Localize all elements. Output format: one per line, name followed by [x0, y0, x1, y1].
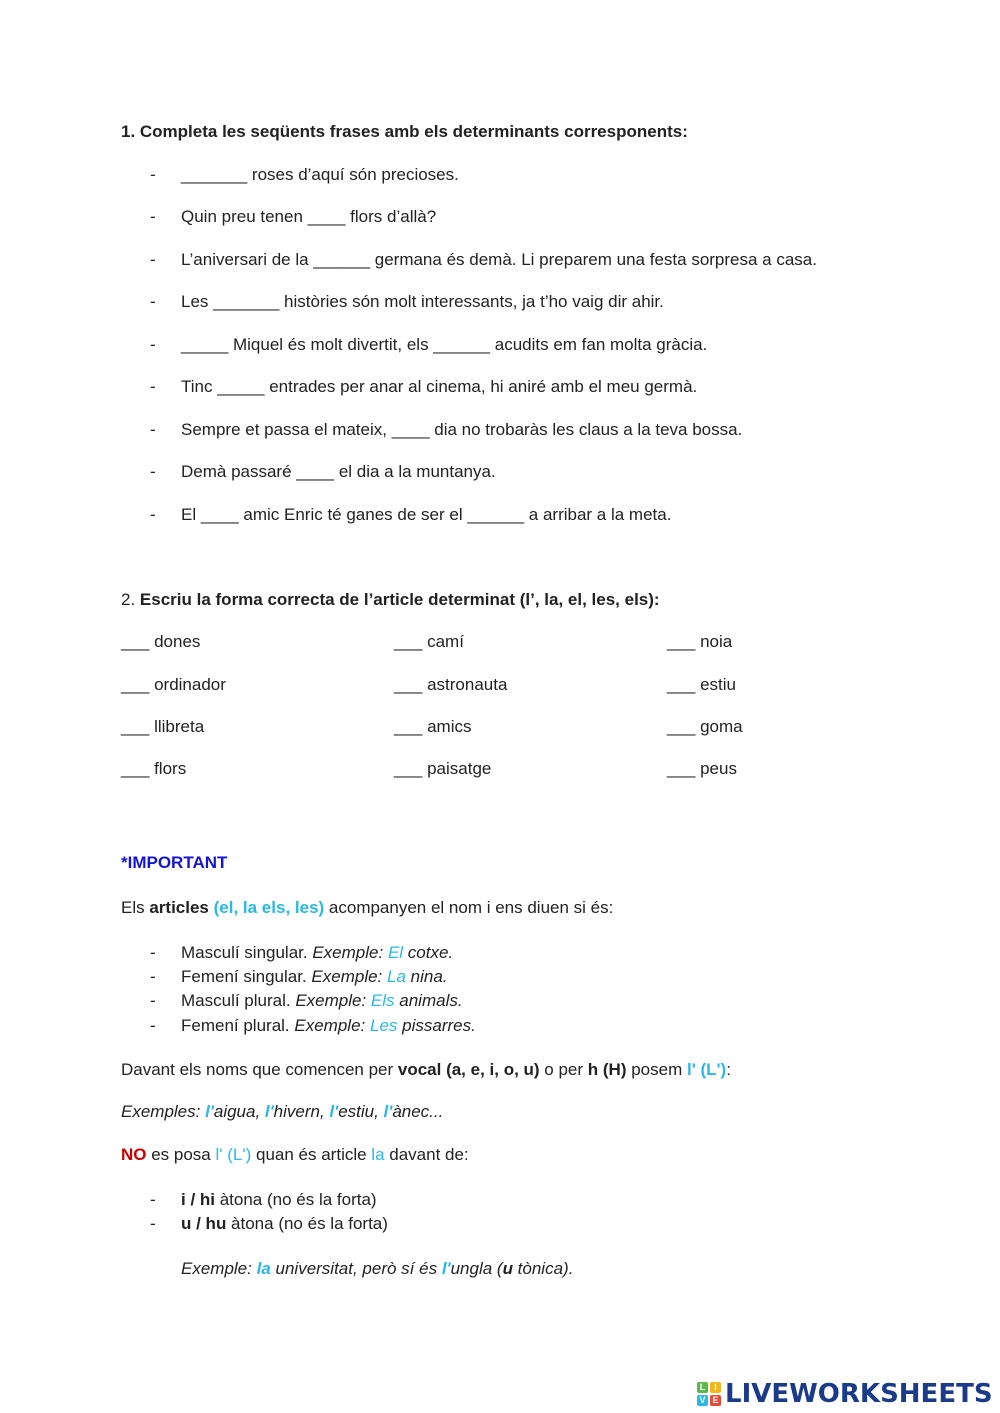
bullet-dash: -: [150, 943, 156, 962]
article-item: ___ astronauta: [394, 675, 508, 694]
final-example: Exemple: la universitat, però sí és l'ungla (u tònica).: [181, 1259, 574, 1278]
sentence-7: Sempre et passa el mateix, ____ dia no trobaràs les claus a la teva bossa.: [181, 420, 743, 439]
sentence-3: L’aniversari de la ______ germana és demà. Li preparem una festa sorpresa a casa.: [181, 250, 817, 269]
gender-item: Masculí plural. Exemple: Els animals.: [181, 991, 463, 1010]
bullet-dash: -: [150, 250, 156, 269]
articles-intro: Els articles (el, la els, les) acompanyen el nom i ens diuen si és:: [121, 898, 614, 917]
bullet-dash: -: [150, 207, 156, 226]
gender-item: Masculí singular. Exemple: El cotxe.: [181, 943, 454, 962]
article-item: ___ flors: [121, 759, 187, 778]
sentence-4: Les _______ històries són molt interessants, ja t’ho vaig dir ahir.: [181, 292, 664, 311]
article-item: ___ noia: [667, 632, 733, 651]
article-item: ___ amics: [394, 717, 472, 736]
bullet-dash: -: [150, 165, 156, 184]
bullet-dash: -: [150, 377, 156, 396]
important-heading: *IMPORTANT: [121, 853, 228, 872]
article-item: ___ ordinador: [121, 675, 226, 694]
gender-item: Femení singular. Exemple: La nina.: [181, 967, 448, 986]
bullet-dash: -: [150, 991, 156, 1010]
logo-text: LIVEWORKSHEETS: [725, 1379, 993, 1409]
bullet-dash: -: [150, 1214, 156, 1233]
bullet-dash: -: [150, 335, 156, 354]
article-item: ___ dones: [121, 632, 201, 651]
bullet-dash: -: [150, 967, 156, 986]
liveworksheets-logo: [697, 1378, 992, 1410]
vowel-rule: Davant els noms que comencen per vocal (a, e, i, o, u) o per h (H) posem l' (L'):: [121, 1060, 731, 1079]
bullet-dash: -: [150, 420, 156, 439]
exception-item: i / hi àtona (no és la forta): [181, 1190, 377, 1209]
bullet-dash: -: [150, 292, 156, 311]
article-item: ___ paisatge: [394, 759, 492, 778]
no-rule: NO es posa l' (L') quan és article la davant de:: [121, 1145, 469, 1164]
sentence-9: El ____ amic Enric té ganes de ser el ______ a arribar a la meta.: [181, 505, 672, 524]
sentence-8: Demà passaré ____ el dia a la muntanya.: [181, 462, 496, 481]
exercise-2-title: [121, 590, 660, 610]
bullet-dash: -: [150, 505, 156, 524]
exercise-2-heading: Escriu la forma correcta de l’article determinat (l’, la, el, les, els):: [139, 590, 660, 609]
sentence-1: _______ roses d’aquí són precioses.: [181, 165, 459, 184]
vowel-examples: Exemples: l'aigua, l'hivern, l'estiu, l'ànec...: [121, 1102, 444, 1121]
sentence-2: Quin preu tenen ____ flors d’allà?: [181, 207, 437, 226]
sentence-5: _____ Miquel és molt divertit, els ______ acudits em fan molta gràcia.: [181, 335, 708, 354]
exercise-1-title: 1. Completa les seqüents frases amb els determinants corresponents:: [121, 122, 688, 141]
article-item: ___ camí: [394, 632, 464, 651]
article-item: ___ peus: [667, 759, 737, 778]
bullet-dash: -: [150, 462, 156, 481]
gender-item: Femení plural. Exemple: Les pissarres.: [181, 1016, 476, 1035]
article-item: ___ estiu: [667, 675, 736, 694]
exercise-2-number: 2.: [121, 590, 136, 609]
exception-item: u / hu àtona (no és la forta): [181, 1214, 388, 1233]
bullet-dash: -: [150, 1016, 156, 1035]
logo-mark-icon: L I V E: [697, 1382, 721, 1406]
article-item: ___ llibreta: [121, 717, 205, 736]
article-item: ___ goma: [667, 717, 743, 736]
bullet-dash: -: [150, 1190, 156, 1209]
sentence-6: Tinc _____ entrades per anar al cinema, hi aniré amb el meu germà.: [181, 377, 698, 396]
